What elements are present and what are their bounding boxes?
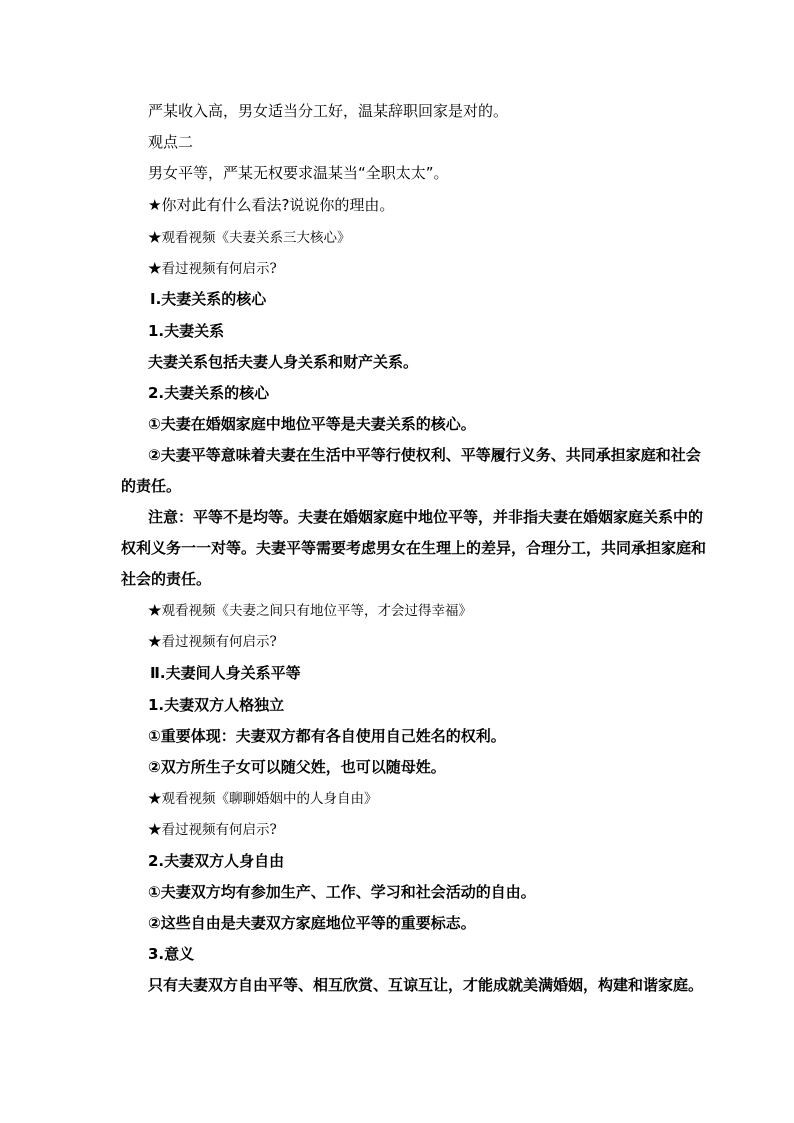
- list-item: ②夫妻平等意味着夫妻在生活中平等行使权利、平等履行义务、共同承担家庭和社会: [148, 446, 701, 464]
- list-item: ①夫妻在婚姻家庭中地位平等是夫妻关系的核心。: [148, 415, 476, 433]
- note-paragraph-continuation: 社会的责任。: [121, 570, 212, 588]
- list-item-continuation: 的责任。: [121, 477, 182, 495]
- subsection-heading: 3.意义: [148, 945, 195, 963]
- body-text-line: 严某收入高，男女适当分工好，温某辞职回家是对的。: [148, 102, 509, 120]
- list-item: ①夫妻双方均有参加生产、工作、学习和社会活动的自由。: [148, 883, 536, 901]
- video-prompt: ★观看视频《夫妻关系三大核心》: [148, 230, 351, 246]
- video-prompt: ★观看视频《夫妻之间只有地位平等，才会过得幸福》: [148, 603, 472, 619]
- section-heading: Ⅱ.夫妻间人身关系平等: [150, 664, 301, 682]
- body-text-line: 夫妻关系包括夫妻人身关系和财产关系。: [148, 353, 419, 371]
- question-prompt: ★看过视频有何启示?: [148, 634, 277, 650]
- subsection-heading: 1.夫妻双方人格独立: [148, 696, 285, 714]
- viewpoint-label: 观点二: [148, 133, 194, 151]
- question-prompt: ★看过视频有何启示?: [148, 822, 277, 838]
- list-item: ②这些自由是夫妻双方家庭地位平等的重要标志。: [148, 914, 476, 932]
- note-paragraph-continuation: 权利义务一一对等。夫妻平等需要考虑男女在生理上的差异，合理分工，共同承担家庭和: [121, 539, 707, 557]
- subsection-heading: 2.夫妻关系的核心: [148, 384, 270, 402]
- body-text-line: 男女平等，严某无权要求温某当“全职太太”。: [148, 164, 449, 182]
- subsection-heading: 2.夫妻双方人身自由: [148, 852, 285, 870]
- list-item: ①重要体现：夫妻双方都有各自使用自己姓名的权利。: [148, 727, 506, 745]
- note-paragraph: 注意：平等不是均等。夫妻在婚姻家庭中地位平等，并非指夫妻在婚姻家庭关系中的: [148, 508, 704, 526]
- subsection-heading: 1.夫妻关系: [148, 322, 225, 340]
- section-heading: Ⅰ.夫妻关系的核心: [150, 290, 267, 308]
- question-prompt: ★看过视频有何启示?: [148, 261, 277, 277]
- list-item: ②双方所生子女可以随父姓，也可以随母姓。: [148, 758, 446, 776]
- question-prompt: ★你对此有什么看法?说说你的理由。: [148, 196, 395, 214]
- conclusion-line: 只有夫妻双方自由平等、相互欣赏、互谅互让，才能成就美满婚姻，构建和谐家庭。: [148, 976, 704, 994]
- video-prompt: ★观看视频《聊聊婚姻中的人身自由》: [148, 791, 378, 807]
